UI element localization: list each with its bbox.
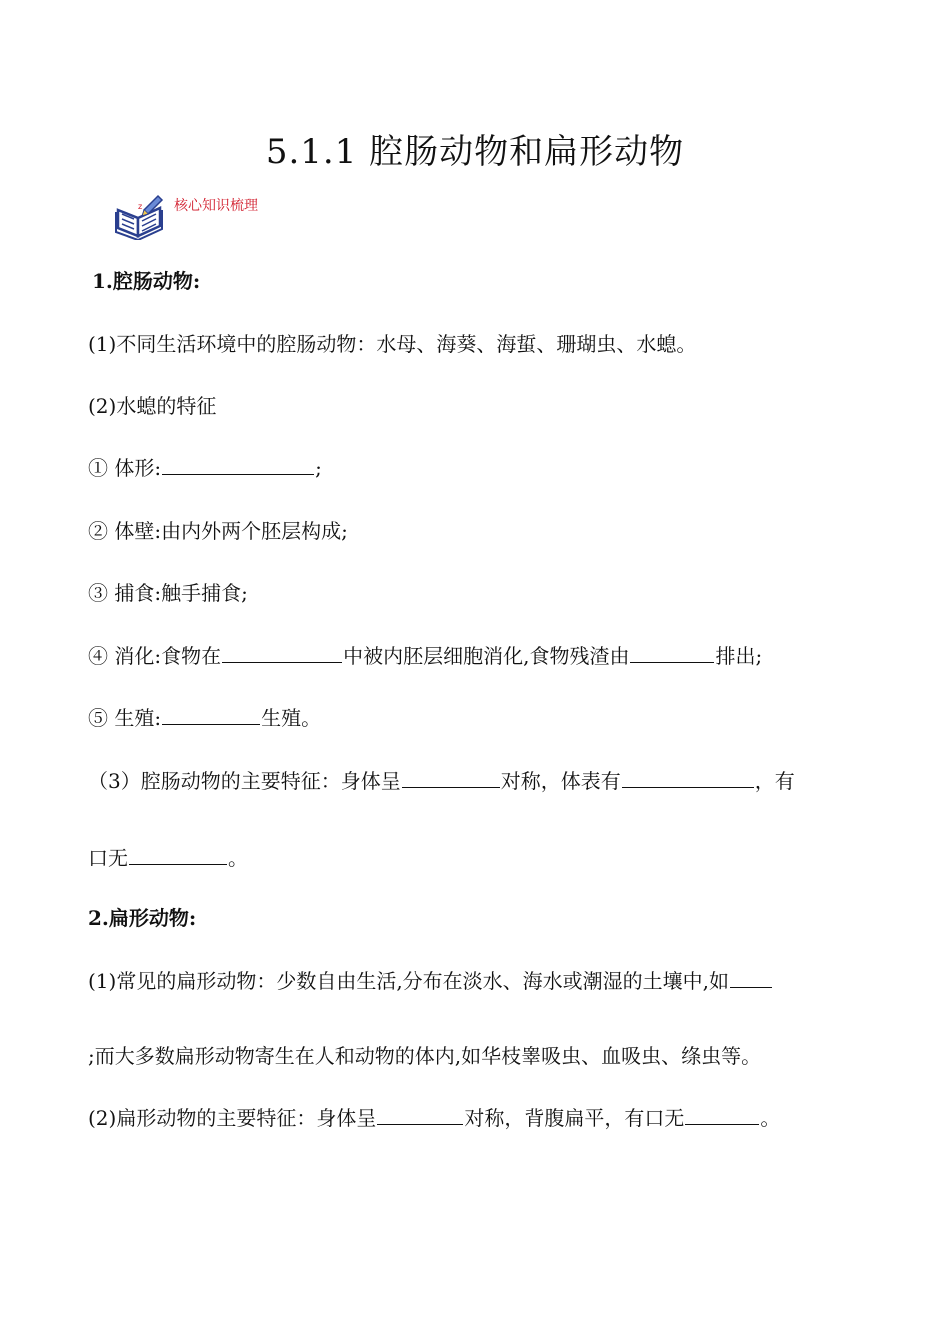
open-book-icon xyxy=(114,192,166,240)
blank-body-shape[interactable] xyxy=(162,454,314,475)
trait-feeding: ③ 捕食:触手捕食; xyxy=(88,581,248,605)
s2-item1-prefix: (1)常见的扁形动物：少数自由生活,分布在淡水、海水或潮湿的土壤中,如 xyxy=(88,969,730,993)
section2-heading: 2.扁形动物: xyxy=(88,906,197,930)
trait4-suffix: 排出; xyxy=(715,644,763,668)
trait1-prefix: ① 体形: xyxy=(88,456,162,480)
section2-item1-cont: ;而大多数扁形动物寄生在人和动物的体内,如华枝睾吸虫、血吸虫、绦虫等。 xyxy=(88,1044,762,1068)
item3-middle: 对称，体表有 xyxy=(500,769,621,793)
trait-body-wall: ② 体壁:由内外两个胚层构成; xyxy=(88,519,348,543)
trait5-suffix: 生殖。 xyxy=(261,706,322,730)
blank-digestion-cavity[interactable] xyxy=(222,642,342,663)
trait4-middle: 中被内胚层细胞消化,食物残渣由 xyxy=(343,644,630,668)
blank-body-surface[interactable] xyxy=(622,767,754,788)
section1-item2: (2)水螅的特征 xyxy=(88,394,217,418)
badge-label: 核心知识梳理 xyxy=(174,198,258,214)
blank-example[interactable] xyxy=(730,967,772,988)
blank-anus-2[interactable] xyxy=(685,1104,759,1125)
section1-item3-cont xyxy=(88,843,248,873)
page-title: 5.1.1 腔肠动物和扁形动物 xyxy=(265,132,685,172)
s2-item2-prefix: (2)扁形动物的主要特征：身体呈 xyxy=(88,1106,377,1130)
section1-item3 xyxy=(88,766,795,796)
trait1-suffix: ; xyxy=(315,456,322,480)
trait-reproduction xyxy=(88,703,321,733)
trait-digestion xyxy=(88,641,762,671)
section2-item2 xyxy=(88,1103,780,1133)
trait-body-shape xyxy=(88,453,322,483)
s2-item2-middle: 对称，背腹扁平，有口无 xyxy=(464,1106,685,1130)
blank-symmetry-1[interactable] xyxy=(402,767,500,788)
blank-waste-exit[interactable] xyxy=(630,642,714,663)
blank-reproduction[interactable] xyxy=(162,704,260,725)
item3-line2-suffix: 。 xyxy=(228,846,248,870)
trait5-prefix: ⑤ 生殖: xyxy=(88,706,162,730)
section1-heading: 1.腔肠动物: xyxy=(92,269,201,293)
item3-prefix: （3）腔肠动物的主要特征：身体呈 xyxy=(88,769,401,793)
s2-item2-suffix: 。 xyxy=(760,1106,781,1130)
section1-item1: (1)不同生活环境中的腔肠动物：水母、海葵、海蜇、珊瑚虫、水螅。 xyxy=(88,332,697,356)
svg-text:z: z xyxy=(138,202,143,211)
item3-suffix: ，有 xyxy=(754,769,795,793)
item3-line2-prefix: 口无 xyxy=(88,846,128,870)
blank-anus-1[interactable] xyxy=(129,844,227,865)
section2-item1 xyxy=(88,966,773,996)
blank-symmetry-2[interactable] xyxy=(377,1104,463,1125)
trait4-prefix: ④ 消化:食物在 xyxy=(88,644,222,668)
